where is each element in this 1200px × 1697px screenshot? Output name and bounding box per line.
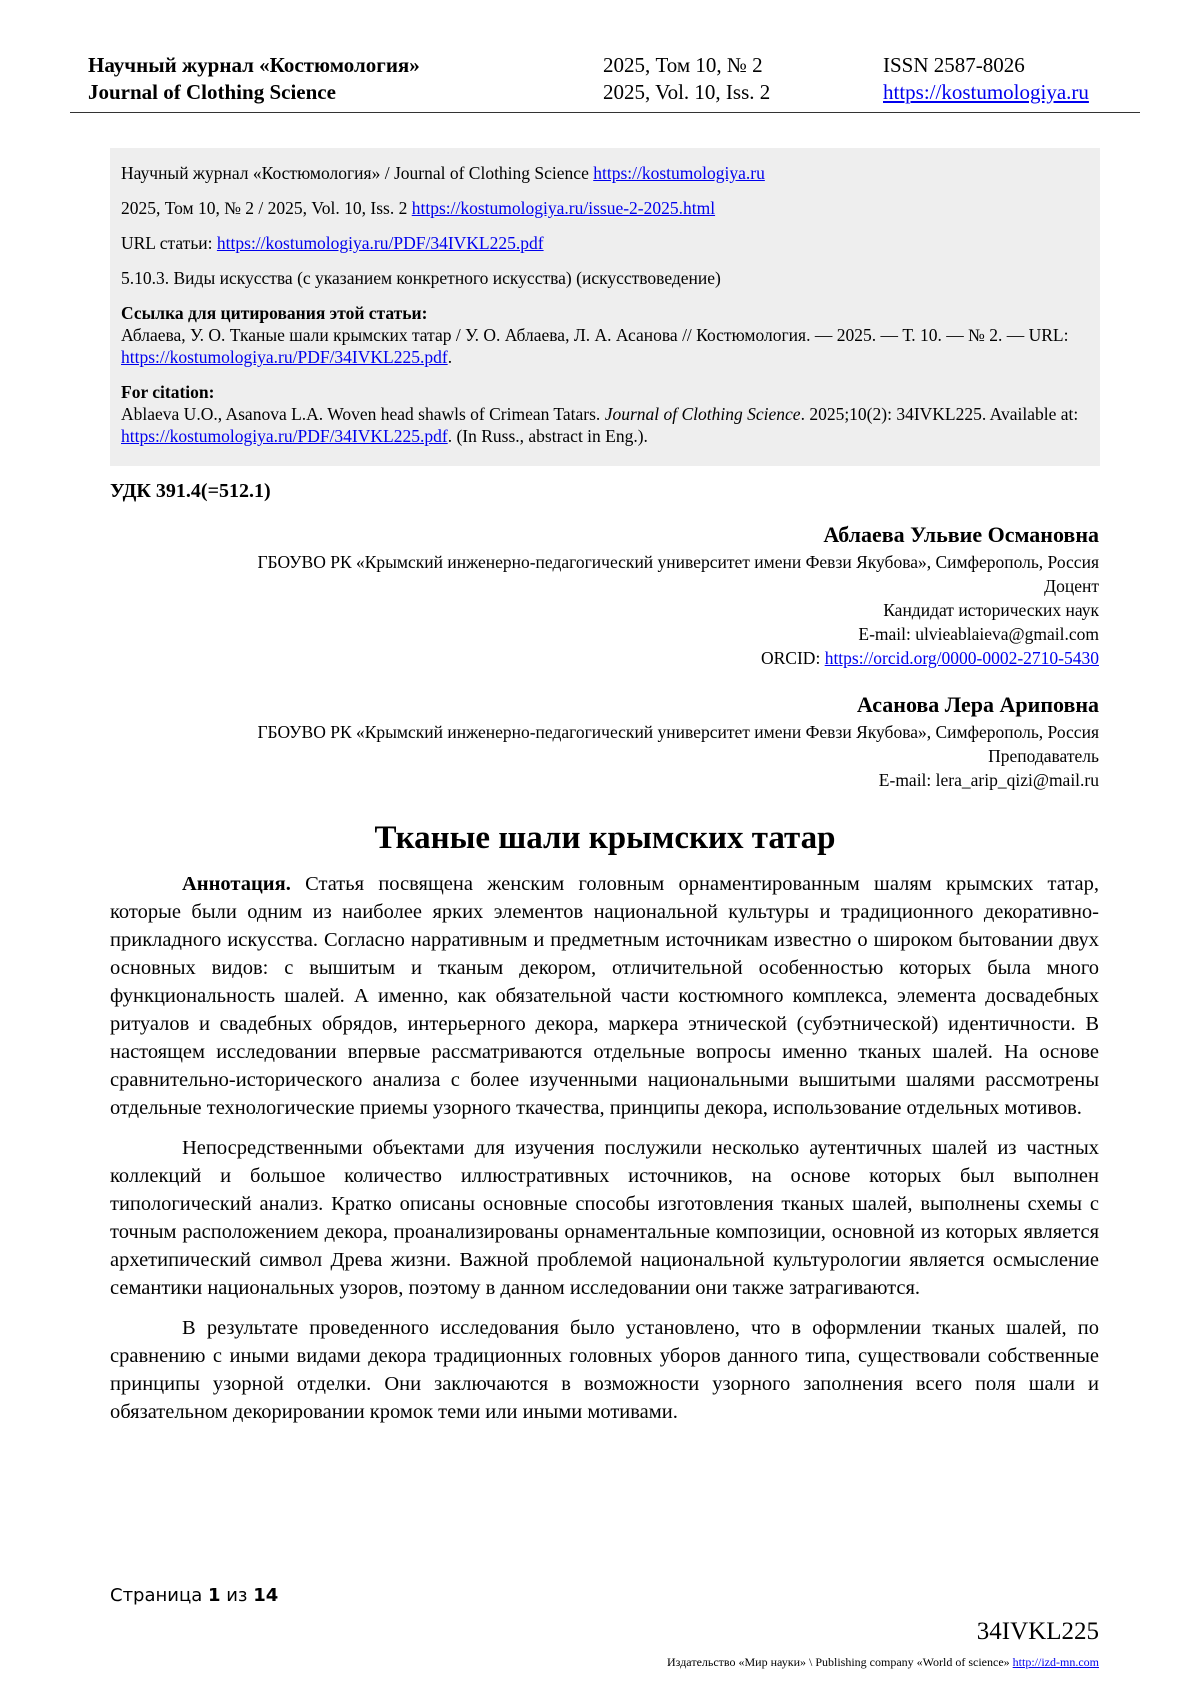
abstract-p1-text: Статья посвящена женским головным орнаментированным шалям крымских татар, которые были одним из наиболее ярких элементов национальной культуры и традиционного декоративно-прикладного искусства. Согласно нарративным и предметным источникам известно о широком бытовании двух основных видов: с вышитым и тканым декором, отличительной особенностью которых была много функциональность шалей. А именно, как обязательной части костюмного комплекса, элемента досвадебных ритуалов и свадебных обрядов, интерьерного декора, маркера этнической (субэтнической) идентичности. В настоящем исследовании впервые рассматриваются отдельные вопросы именно тканых шалей. На основе сравнительно-исторического анализа с более изученными национальными вышитыми шалями рассмотрены отдельные технологические приемы узорного ткачества, принципы декора, использование отдельных мотивов.	[110, 873, 1099, 1119]
citation-box	[110, 148, 1100, 466]
cite-ru-heading: Ссылка для цитирования этой статьи:	[121, 303, 428, 323]
header-journal	[88, 52, 420, 106]
cite-journal-line	[121, 162, 1089, 184]
issn: ISSN 2587-8026	[883, 53, 1025, 77]
author1-orcid-link[interactable]: https://orcid.org/0000-0002-2710-5430	[824, 648, 1099, 668]
cite-en-heading: For citation:	[121, 382, 215, 402]
publisher-line	[667, 1655, 1099, 1670]
author1-orcid-label: ORCID:	[761, 648, 825, 668]
abstract-paragraph-1	[110, 870, 1099, 1122]
journal-name-ru: Научный журнал «Костюмология»	[88, 53, 420, 77]
cite-url-line	[121, 232, 1089, 254]
author1-name: Аблаева Ульвие Османовна	[823, 522, 1099, 547]
header-divider	[70, 112, 1140, 113]
article-code: 34IVKL225	[976, 1618, 1099, 1645]
author1-position: Доцент	[1044, 576, 1099, 596]
header-issn	[883, 52, 1089, 106]
author2-position: Преподаватель	[988, 746, 1099, 766]
cite-en-journal: Journal of Clothing Science	[604, 404, 801, 424]
page-total: 14	[253, 1585, 279, 1606]
page-current: 1	[207, 1585, 221, 1606]
cite-en-text2: . 2025;10(2): 34IVKL225. Available at:	[800, 404, 1079, 424]
cite-en-link[interactable]: https://kostumologiya.ru/PDF/34IVKL225.pdf	[121, 426, 448, 446]
cite-ru-text: Аблаева, У. О. Тканые шали крымских татар / У. О. Аблаева, Л. А. Асанова // Костюмология. — 2025. — Т. 10. — № 2. — URL:	[121, 325, 1069, 345]
cite-ru-link[interactable]: https://kostumologiya.ru/PDF/34IVKL225.pdf	[121, 347, 448, 367]
publisher-link[interactable]: http://izd-mn.com	[1012, 1655, 1099, 1669]
cite-article-link[interactable]: https://kostumologiya.ru/PDF/34IVKL225.pdf	[216, 233, 544, 253]
page-prefix: Страница	[110, 1585, 208, 1606]
running-header	[88, 52, 1128, 112]
cite-ru-block	[121, 302, 1089, 368]
page-mid: из	[220, 1585, 254, 1606]
cite-ru-end: .	[447, 347, 453, 367]
author1-orcid-line	[257, 646, 1099, 670]
journal-name-en: Journal of Clothing Science	[88, 80, 336, 104]
publisher-text: Издательство «Мир науки» \ Publishing company «World of science»	[667, 1655, 1013, 1669]
cite-specialty: 5.10.3. Виды искусства (с указанием конкретного искусства) (искусствоведение)	[121, 268, 721, 288]
cite-en-text: Ablaeva U.O., Asanova L.A. Woven head shawls of Crimean Tatars.	[121, 404, 605, 424]
issue-en: 2025, Vol. 10, Iss. 2	[603, 80, 771, 104]
abstract-paragraph-3: В результате проведенного исследования было установлено, что в оформлении тканых шалей, по сравнению с иными видами декора традиционных головных уборов данного типа, существовали собственные принципы узорной отделки. Они заключаются в возможности узорного заполнения всего поля шали и обязательном декорировании кромок теми или иными мотивами.	[110, 1317, 1099, 1423]
cite-url-label: URL статьи:	[121, 233, 217, 253]
article-title: Тканые шали крымских татар	[374, 820, 836, 856]
cite-issue-link[interactable]: https://kostumologiya.ru/issue-2-2025.html	[411, 198, 716, 218]
abstract-label: Аннотация.	[182, 873, 291, 895]
cite-en-block	[121, 381, 1089, 447]
author1-degree: Кандидат исторических наук	[883, 600, 1099, 620]
page-number	[110, 1585, 278, 1606]
cite-issue-text: 2025, Том 10, № 2 / 2025, Vol. 10, Iss. 2	[121, 198, 412, 218]
cite-issue-line	[121, 197, 1089, 219]
author-block-2	[257, 690, 1099, 792]
cite-journal-link[interactable]: https://kostumologiya.ru	[593, 163, 765, 183]
author1-affiliation: ГБОУВО РК «Крымский инженерно-педагогический университет имени Февзи Якубова», Симферополь, Россия	[257, 552, 1099, 572]
author1-email: E-mail: ulvieablaieva@gmail.com	[858, 624, 1099, 644]
author-block-1	[257, 520, 1099, 670]
udk-code: УДК 391.4(=512.1)	[110, 480, 271, 502]
author2-name: Асанова Лера Ариповна	[856, 692, 1099, 717]
issue-ru: 2025, Том 10, № 2	[603, 53, 763, 77]
journal-site-link[interactable]: https://kostumologiya.ru	[883, 80, 1089, 104]
cite-journal-text: Научный журнал «Костюмология» / Journal of Clothing Science	[121, 163, 594, 183]
author2-affiliation: ГБОУВО РК «Крымский инженерно-педагогический университет имени Февзи Якубова», Симферополь, Россия	[257, 722, 1099, 742]
author2-email: E-mail: lera_arip_qizi@mail.ru	[878, 770, 1099, 790]
header-issue	[603, 52, 770, 106]
abstract	[110, 870, 1099, 1438]
abstract-paragraph-2: Непосредственными объектами для изучения послужили несколько аутентичных шалей из частных коллекций и большое количество иллюстративных источников, на основе которых был выполнен типологический анализ. Кратко описаны основные способы изготовления тканых шалей, выполнены схемы с точным расположением декора, проанализированы орнаментальные композиции, основной из которых является архетипический символ Древа жизни. Важной проблемой национальной культурологии является осмысление семантики национальных узоров, поэтому в данном исследовании они также затрагиваются.	[110, 1137, 1099, 1299]
cite-en-end: . (In Russ., abstract in Eng.).	[447, 426, 648, 446]
